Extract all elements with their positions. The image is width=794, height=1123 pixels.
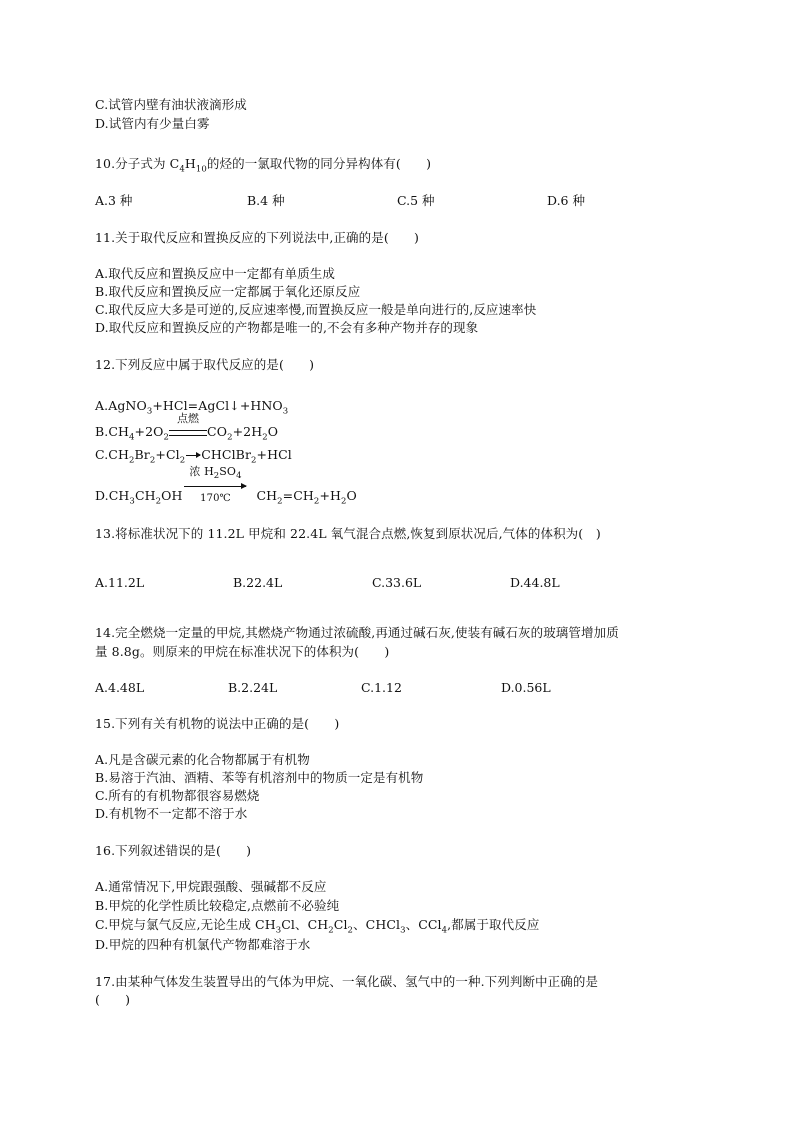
q13-stem: 13.将标准状况下的 11.2L 甲烷和 22.4L 氧气混合点燃,恢复到原状况后,气体的体积为( ) [95,526,601,541]
q9-option-d: D.试管内有少量白雾 [95,116,210,131]
q10-stem: 10.分子式为 $C_4H_{10}$的烃的一氯取代物的同分异构体有( ) [95,156,432,175]
q16-stem: 16.下列叙述错误的是( ) [95,843,252,858]
q11-stem: 11.关于取代反应和置换反应的下列说法中,正确的是( ) [95,230,420,245]
q15-option-a: A.凡是含碳元素的化合物都属于有机物 [95,752,310,767]
q14-option-c: C.1.12 [361,680,402,695]
reaction-arrow-icon [184,486,246,487]
q15-option-b: B.易溶于汽油、酒精、苯等有机溶剂中的物质一定是有机物 [95,770,424,785]
q12-option-a: $A.AgNO_3+HCl=AgCl↓+HNO_3$ [95,398,289,417]
q15-stem: 15.下列有关有机物的说法中正确的是( ) [95,716,340,731]
q10-option-a: A.3 种 [95,193,133,208]
q14-stem-line1: 14.完全燃烧一定量的甲烷,其燃烧产物通过浓硫酸,再通过碱石灰,使装有碱石灰的玻璃管增加质 [95,625,619,640]
q13-option-a: A.11.2L [95,575,145,590]
q11-option-a: A.取代反应和置换反应中一定都有单质生成 [95,266,336,281]
q13-option-b: B.22.4L [233,575,283,590]
q16-option-d: D.甲烷的四种有机氯代产物都难溶于水 [95,937,311,952]
q11-option-b: B.取代反应和置换反应一定都属于氧化还原反应 [95,284,361,299]
q13-option-d: D.44.8L [510,575,560,590]
q14-stem-line2: 量 8.8g。则原来的甲烷在标准状况下的体积为( ) [95,644,390,659]
q12-option-c: $C.CH_2Br_2+Cl_2$ CHClBr$_2$+HCl [95,447,292,466]
q10-option-c: C.5 种 [397,193,435,208]
reaction-arrow-icon [186,455,200,456]
q13-option-c: C.33.6L [372,575,422,590]
equals-arrow-icon [169,430,207,436]
q16-option-b: B.甲烷的化学性质比较稳定,点燃前不必验纯 [95,898,340,913]
reaction-condition-d: 浓 $H_2SO_4$ 170℃ [184,478,246,494]
q14-option-a: A.4.48L [95,680,145,695]
q15-option-c: C.所有的有机物都很容易燃烧 [95,788,260,803]
q17-stem-line2: ( ) [95,992,131,1007]
reaction-condition: 点燃 [169,424,207,440]
q10-option-d: D.6 种 [547,193,585,208]
q15-option-d: D.有机物不一定都不溶于水 [95,806,248,821]
q12-stem: 12.下列反应中属于取代反应的是( ) [95,357,315,372]
q16-option-a: A.通常情况下,甲烷跟强酸、强碱都不反应 [95,879,327,894]
q9-option-c: C.试管内壁有油状液滴形成 [95,97,247,112]
q11-option-c: C.取代反应大多是可逆的,反应速率慢,而置换反应一般是单向进行的,反应速率快 [95,302,537,317]
q16-option-c: C.甲烷与氯气反应,无论生成 $CH_3Cl$、$CH_2Cl_2$、CHCl$_3$、CCl$_4$,都属于取代反应 [95,917,540,936]
q12-option-b: $B.CH_4+2O_2$ 点燃 $CO_2+2H_2O$ [95,412,279,443]
q14-option-b: B.2.24L [228,680,278,695]
q14-option-d: D.0.56L [501,680,551,695]
q17-stem-line1: 17.由某种气体发生装置导出的气体为甲烷、一氧化碳、氢气中的一种.下列判断中正确的是 [95,974,599,989]
q10-option-b: B.4 种 [247,193,285,208]
q12-option-d: $D.CH_3CH_2OH$ 浓 $H_2SO_4$ 170℃ $CH_2=CH_2+H_2O$ [95,465,357,507]
q11-option-d: D.取代反应和置换反应的产物都是唯一的,不会有多种产物并存的现象 [95,320,479,335]
